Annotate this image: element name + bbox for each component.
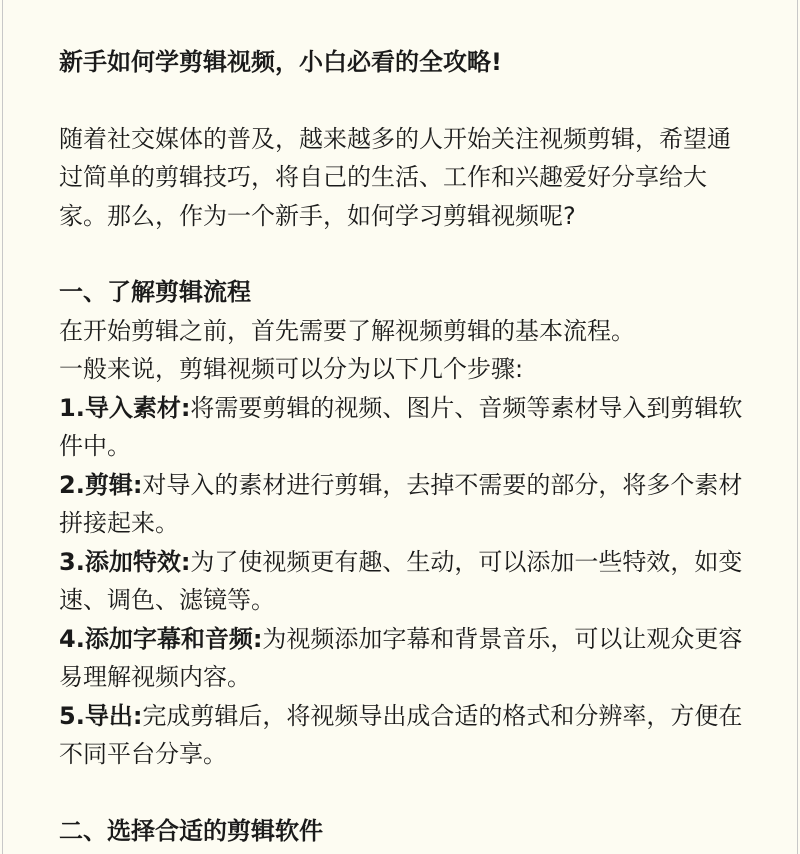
step-item: [59, 389, 749, 466]
section1-paragraph-2: 一般来说，剪辑视频可以分为以下几个步骤:: [59, 355, 524, 383]
intro-paragraph: 随着社交媒体的普及，越来越多的人开始关注视频剪辑，希望通过简单的剪辑技巧，将自己的生活、工作和兴趣爱好分享给大家。那么，作为一个新手，如何学习剪辑视频呢?: [59, 124, 731, 230]
step-text: 将需要剪辑的视频、图片、音频等素材导入到剪辑软件中。: [59, 393, 743, 460]
step-label: 5.导出:: [59, 701, 143, 730]
step-item: [59, 466, 749, 543]
step-text: 完成剪辑后，将视频导出成合适的格式和分辨率，方便在不同平台分享。: [59, 701, 743, 768]
step-item: [59, 620, 749, 697]
step-text: 对导入的素材进行剪辑，去掉不需要的部分，将多个素材拼接起来。: [59, 470, 743, 537]
step-label: 2.剪辑:: [59, 470, 143, 499]
step-text: 为视频添加字幕和背景音乐，可以让观众更容易理解视频内容。: [59, 624, 743, 691]
step-label: 3.添加特效:: [59, 547, 191, 576]
spacer: [59, 235, 749, 273]
spacer: [59, 774, 749, 812]
step-label: 4.添加字幕和音频:: [59, 624, 263, 653]
section-heading-2: 二、选择合适的剪辑软件: [59, 816, 323, 845]
section1-paragraph-1: 在开始剪辑之前，首先需要了解视频剪辑的基本流程。: [59, 316, 635, 345]
step-label: 1.导入素材:: [59, 393, 191, 422]
article-body: [59, 43, 749, 850]
article-title: 新手如何学剪辑视频，小白必看的全攻略!: [59, 48, 502, 76]
step-text: 为了使视频更有趣、生动，可以添加一些特效，如变速、调色、滤镜等。: [59, 547, 743, 614]
step-item: [59, 697, 749, 774]
step-item: [59, 543, 749, 620]
section-heading-1: 一、了解剪辑流程: [59, 278, 251, 306]
